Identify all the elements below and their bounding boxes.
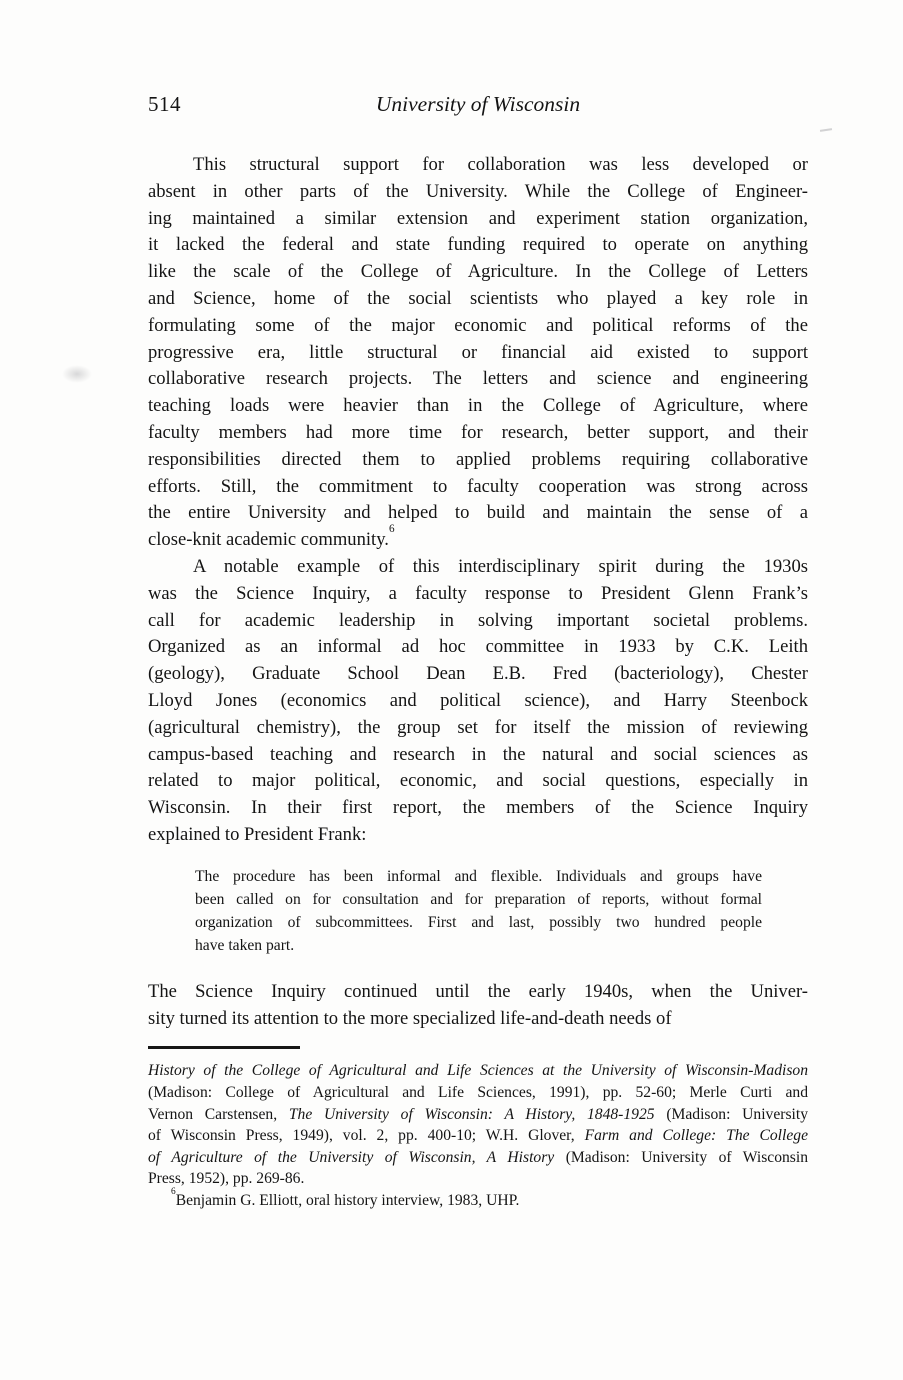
paragraph-1-last-text: close-knit academic community. <box>148 529 389 551</box>
paragraph-1 <box>148 152 808 527</box>
block-quote-last-line: have taken part. <box>195 936 295 954</box>
paragraph-2 <box>148 554 808 822</box>
text-line: progressive era, little structural or financial aid existed to support <box>148 341 808 363</box>
page-header <box>148 92 808 122</box>
footnote-line <box>148 1147 808 1169</box>
footnote-text-segment: of Agriculture of the University of Wisconsin, A History <box>148 1148 555 1166</box>
text-line: efforts. Still, the commitment to faculty cooperation was strong across <box>148 475 808 497</box>
footnote-line <box>148 1082 808 1104</box>
footnote-block <box>148 1060 808 1211</box>
block-quote <box>195 865 762 957</box>
page-number: 514 <box>148 92 181 116</box>
text-line: absent in other parts of the University. While the College of Engineer- <box>148 180 808 202</box>
block-quote-lines <box>195 865 762 934</box>
footnote-text-segment: of Wisconsin Press, 1949), vol. 2, pp. 400-10; W.H. Glover, <box>148 1127 585 1145</box>
text-line: Organized as an informal ad hoc committee in 1933 by C.K. Leith <box>148 636 808 658</box>
footnote-line <box>148 1125 808 1147</box>
paragraph-3-last-line: sity turned its attention to the more specialized life-and-death needs of <box>148 1007 672 1029</box>
text-line: was the Science Inquiry, a faculty response to President Glenn Frank’s <box>148 582 808 604</box>
text-line: The procedure has been informal and flexible. Individuals and groups have <box>195 867 762 885</box>
text-line: it lacked the federal and state funding required to operate on anything <box>148 234 808 256</box>
footnote-text-segment: Benjamin G. Elliott, oral history interview, 1983, UHP. <box>175 1191 520 1209</box>
footnote-text-segment: Press, 1952), pp. 269-86. <box>148 1170 305 1188</box>
text-line: A notable example of this interdisciplinary spirit during the 1930s <box>193 555 808 577</box>
paragraph-2-last-line: explained to President Frank: <box>148 823 367 845</box>
footnote-separator-rule <box>148 1046 300 1049</box>
text-line: organization of subcommittees. First and last, possibly two hundred people <box>195 913 762 931</box>
text-line: teaching loads were heavier than in the College of Agriculture, where <box>148 395 808 417</box>
footnote-text-segment: (Madison: University of Wisconsin <box>554 1148 808 1166</box>
footnote-line <box>148 1168 808 1190</box>
text-line: This structural support for collaboration was less developed or <box>193 154 808 175</box>
text-line: formulating some of the major economic and political reforms of the <box>148 314 808 336</box>
text-line: been called on for consultation and for preparation of reports, without formal <box>195 890 762 908</box>
text-line: Lloyd Jones (economics and political science), and Harry Steenbock <box>148 689 808 711</box>
footnote-line <box>148 1060 808 1082</box>
body-text <box>148 152 808 1211</box>
footnote-text-segment: Vernon Carstensen, <box>148 1105 289 1123</box>
text-line: ing maintained a similar extension and experiment station organization, <box>148 207 808 229</box>
text-line: like the scale of the College of Agriculture. In the College of Letters <box>148 261 808 283</box>
text-line: collaborative research projects. The letters and science and engineering <box>148 368 808 390</box>
footnote-line <box>148 1186 808 1212</box>
footnote-text-segment: History of the College of Agricultural and Life Sciences at the University of Wisconsin-Madison <box>148 1062 808 1080</box>
text-line: (agricultural chemistry), the group set for itself the mission of reviewing <box>148 716 808 738</box>
text-line: The Science Inquiry continued until the early 1940s, when the Univer- <box>148 980 808 1002</box>
text-line: call for academic leadership in solving important societal problems. <box>148 609 808 631</box>
running-header: University of Wisconsin <box>375 92 581 116</box>
paragraph-3 <box>148 979 808 1033</box>
footnote-text-segment: The University of Wisconsin: A History, 1848-1925 <box>288 1105 655 1123</box>
page-content <box>148 92 808 1211</box>
footnote-text-segment: (Madison: University <box>654 1105 809 1123</box>
text-line: and Science, home of the social scientists who played a key role in <box>148 287 808 309</box>
scan-artifact-smudge <box>62 365 92 383</box>
text-line: faculty members had more time for research, better support, and their <box>148 421 808 443</box>
scan-artifact-dash <box>820 128 832 132</box>
footnote-reference-6: 6 <box>388 522 395 535</box>
text-line: Wisconsin. In their first report, the members of the Science Inquiry <box>148 797 808 819</box>
paragraph-3-lines <box>148 979 808 1006</box>
text-line: (geology), Graduate School Dean E.B. Fred (bacteriology), Chester <box>148 663 808 685</box>
text-line: campus-based teaching and research in the natural and social sciences as <box>148 743 808 765</box>
footnote-text-segment: (Madison: College of Agricultural and Life Sciences, 1991), pp. 52-60; Merle Curti and <box>148 1083 808 1101</box>
footnote-line <box>148 1104 808 1126</box>
footnote-text-segment: Farm and College: The College <box>584 1127 808 1145</box>
text-line: the entire University and helped to build and maintain the sense of a <box>148 502 808 524</box>
paragraph-1-last-line <box>148 522 808 554</box>
footnote-marker: 6 <box>171 1186 176 1197</box>
text-line: related to major political, economic, and social questions, especially in <box>148 770 808 792</box>
text-line: responsibilities directed them to applied problems requiring collaborative <box>148 448 808 470</box>
